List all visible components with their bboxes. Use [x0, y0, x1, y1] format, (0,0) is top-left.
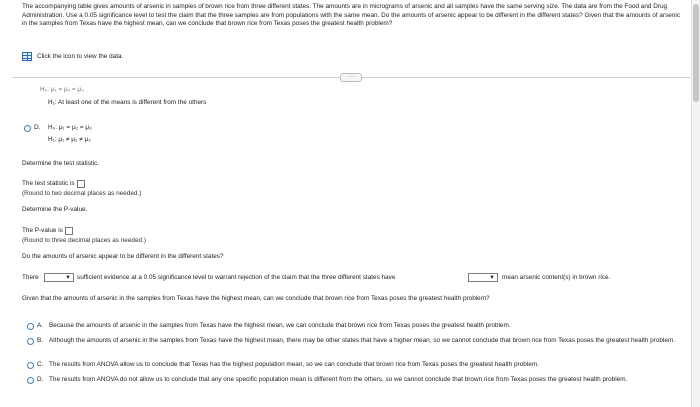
option-d-h0: H₀: μ₁ = μ₂ = μ₃	[48, 124, 92, 131]
conclusion-there: There	[22, 274, 39, 281]
pvalue-line	[22, 227, 73, 236]
option-c-h0-clipped: H₀: μ₁ = μ₂ = μ₃	[40, 86, 84, 93]
choice-a-radio[interactable]	[27, 323, 34, 330]
choice-d-radio[interactable]	[27, 377, 34, 384]
evidence-dropdown[interactable]	[44, 273, 74, 282]
pvalue-label: The P-value is	[22, 227, 63, 234]
option-d-radio[interactable]	[24, 125, 31, 132]
choice-a-letter[interactable]: A.	[37, 322, 44, 329]
choice-b-letter[interactable]: B.	[37, 337, 44, 344]
divider-handle[interactable]: ·····	[340, 73, 362, 82]
stat-line	[22, 180, 85, 189]
choice-c-text[interactable]: The results from ANOVA allow us to conclude that Texas has the highest population mean, so we can conclude that brown rice from Texas poses the greatest health problem.	[49, 361, 539, 368]
stat-prompt: Determine the test statistic.	[22, 160, 100, 167]
test-statistic-input[interactable]	[77, 180, 85, 188]
dropdown-arrow-icon: ▼	[65, 275, 71, 281]
choice-a-text[interactable]: Because the amounts of arsenic in the samples from Texas have the highest mean, we can conclude that brown rice from Texas poses the greatest health problem.	[49, 322, 511, 329]
pvalue-input[interactable]	[65, 227, 73, 235]
dropdown-arrow-icon: ▼	[489, 275, 495, 281]
choice-c-radio[interactable]	[27, 362, 34, 369]
conclusion-question: Do the amounts of arsenic appear to be different in the different states?	[22, 253, 224, 260]
choice-d-letter[interactable]: D.	[37, 376, 44, 383]
question-intro: The accompanying table gives amounts of arsenic in samples of brown rice from three different states. The amounts are in micrograms of arsenic and all samples have the same serving size. The data are from the Food and Drug Administration. Use a 0.05 significance level to test the claim that the three samples are from populations with the same mean. Do the amounts of arsenic appear to be different in the different states? Given that the amounts of arsenic in the samples from Texas have the highest mean, can we conclude that brown rice from Texas poses the greatest health problem?	[22, 3, 681, 28]
view-data-link[interactable]: Click the icon to view the data.	[37, 53, 124, 60]
texas-question: Given that the amounts of arsenic in the samples from Texas have the highest mean, can we conclude that brown rice from Texas poses the greatest health problem?	[22, 295, 490, 302]
stat-label: The test statistic is	[22, 180, 75, 187]
choice-b-radio[interactable]	[27, 338, 34, 345]
pvalue-hint: (Round to three decimal places as needed.)	[22, 237, 146, 244]
option-d-h1: H₁: μ₁ ≠ μ₂ ≠ μ₃	[48, 136, 91, 143]
stat-hint: (Round to two decimal places as needed.)	[22, 190, 142, 197]
option-d-label[interactable]: D.	[34, 124, 41, 131]
data-table-icon[interactable]	[22, 52, 32, 61]
conclusion-end: mean arsenic content(s) in brown rice.	[502, 274, 611, 281]
view-data-row[interactable]	[22, 52, 123, 61]
scrollbar-thumb[interactable]	[693, 4, 699, 102]
choice-d-text[interactable]: The results from ANOVA do not allow us to conclude that any one specific population mean is different from the others, so we cannot conclude that brown rice from Texas poses the greatest health problem.	[49, 376, 628, 383]
option-c-h1: H₁: At least one of the means is different from the others	[48, 99, 207, 106]
choice-b-text[interactable]: Although the amounts of arsenic in the samples from Texas have the highest mean, there may be other states that have a higher mean, so we cannot conclude that brown rice from Texas poses the greatest health problem.	[49, 337, 676, 344]
conclusion-middle: sufficient evidence at a 0.05 significance level to warrant rejection of the claim that the three different states have	[77, 274, 396, 281]
pvalue-prompt: Determine the P-value.	[22, 206, 88, 213]
choice-c-letter[interactable]: C.	[37, 361, 44, 368]
mean-comparison-dropdown[interactable]	[468, 273, 498, 282]
